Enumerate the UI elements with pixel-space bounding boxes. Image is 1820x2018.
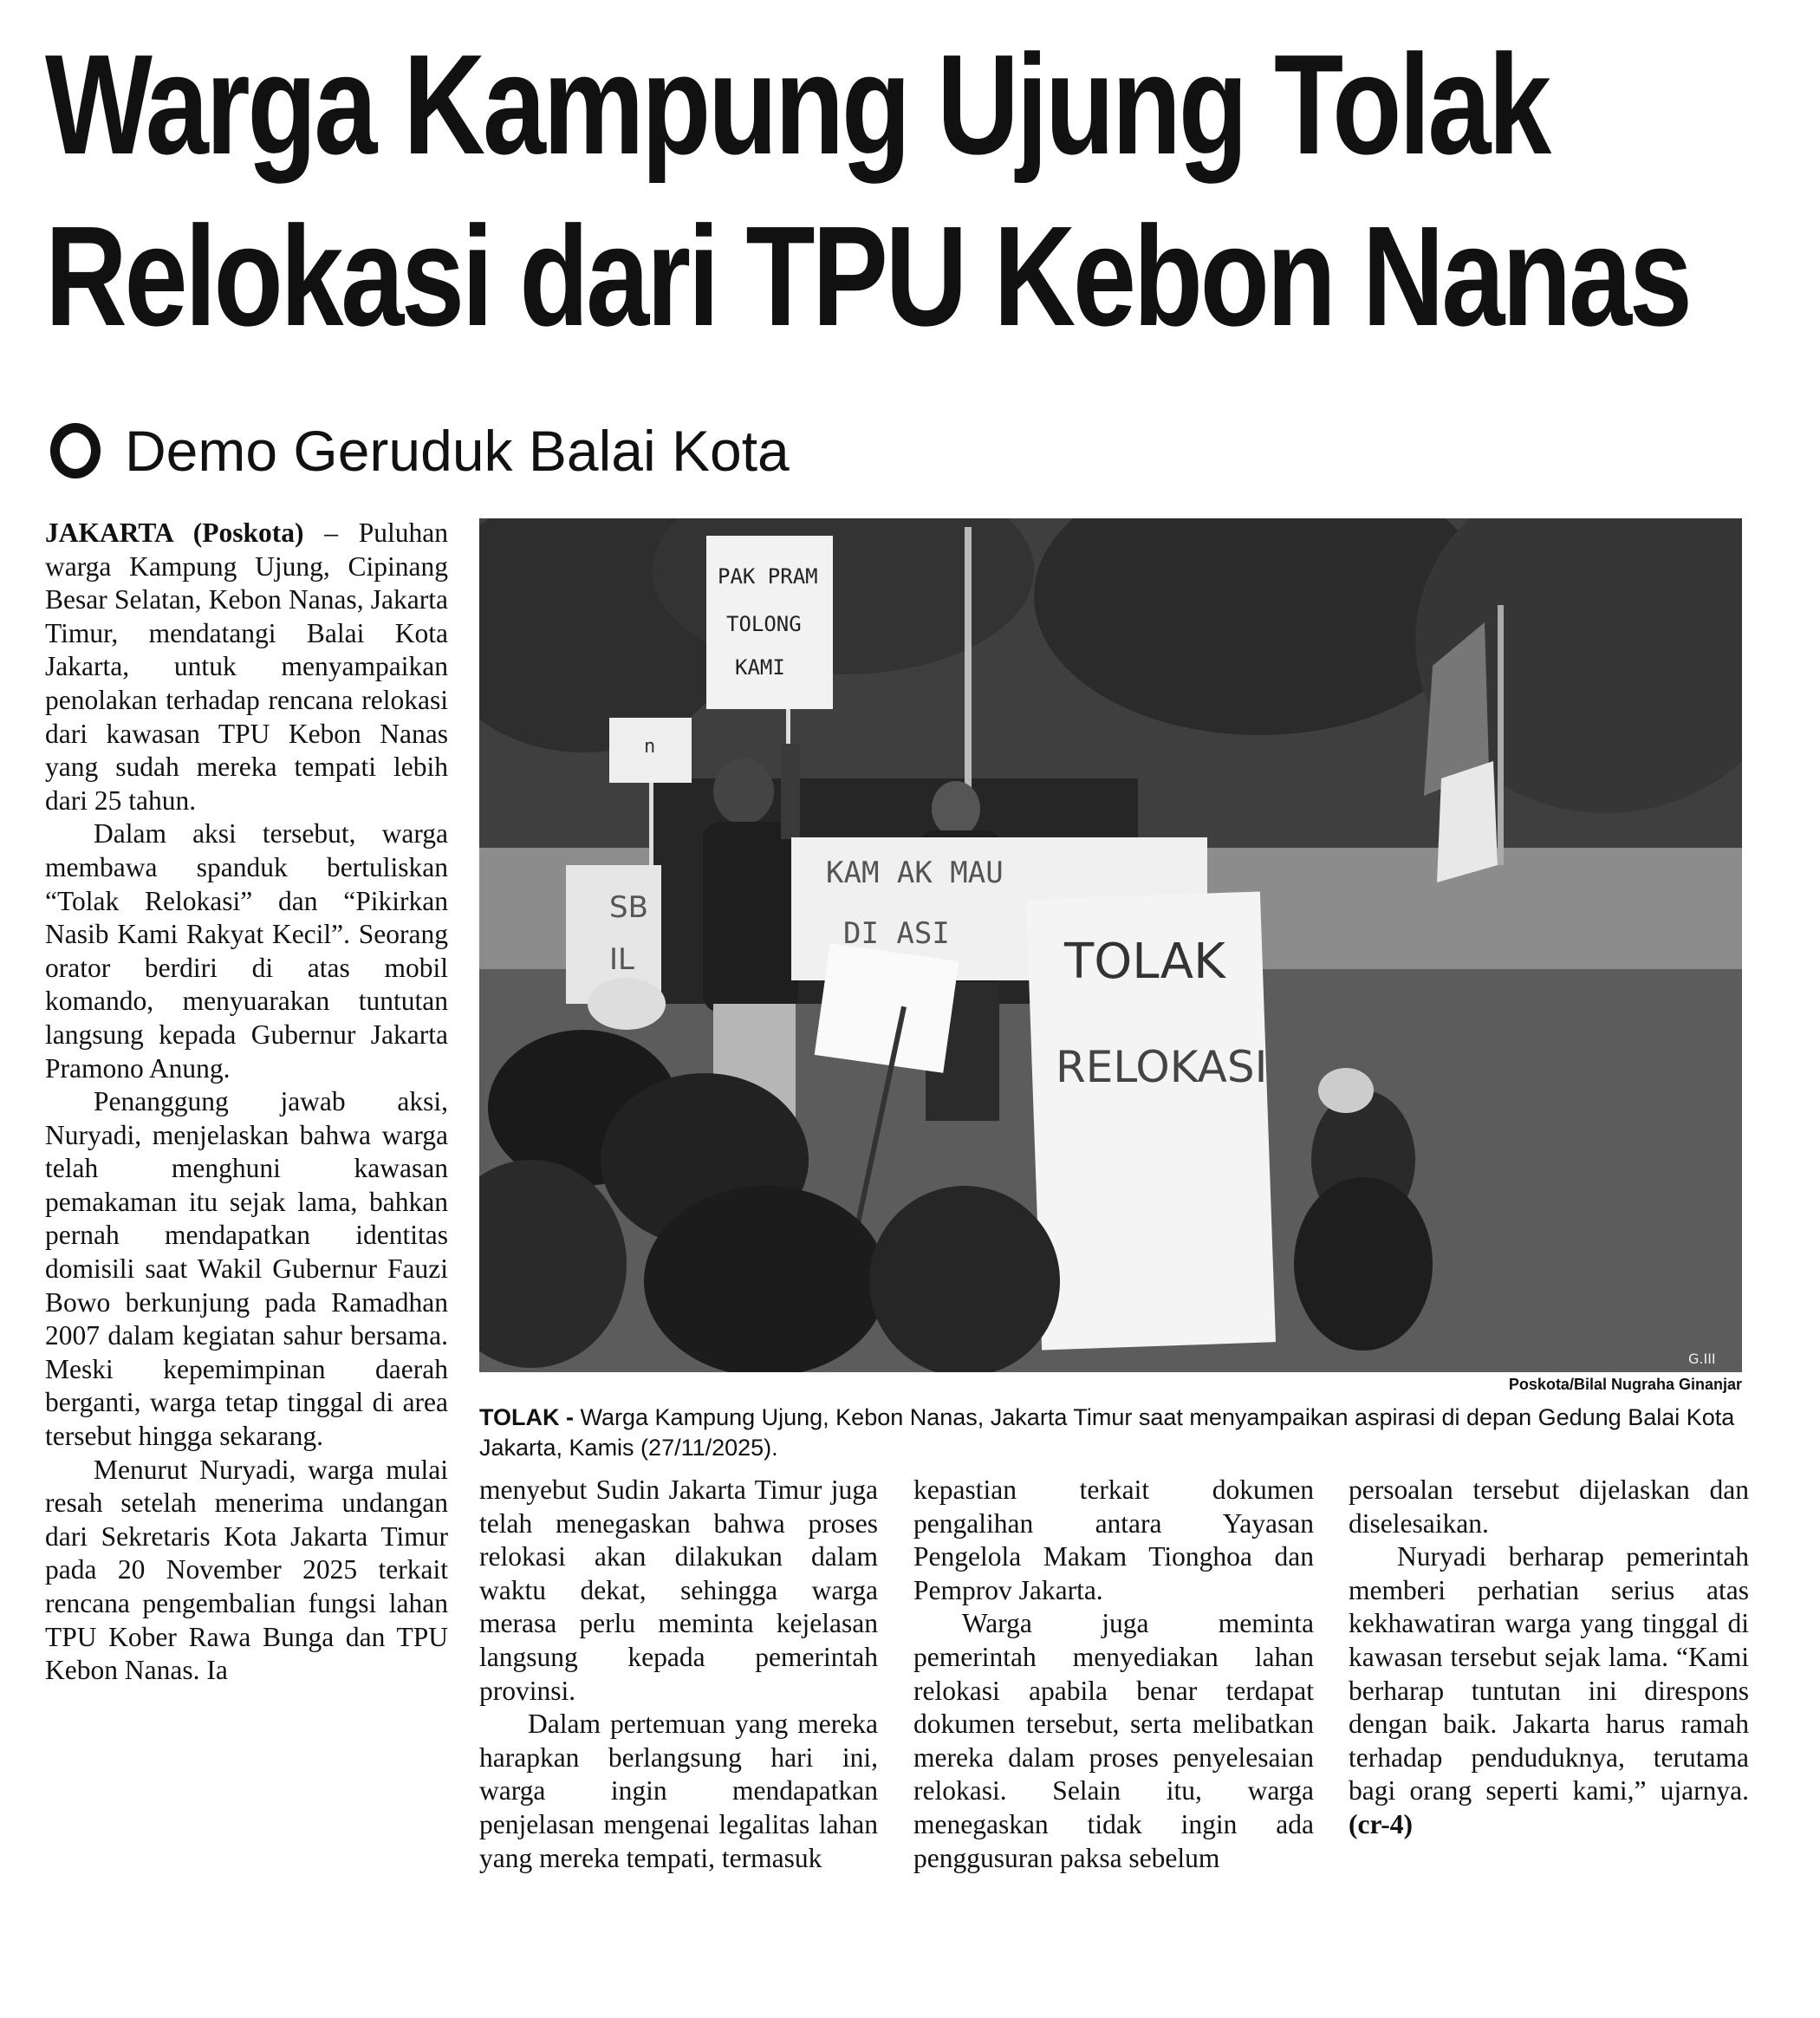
sign-text-line: TOLAK [1064, 934, 1225, 990]
article-paragraph: Penanggung jawab aksi, Nuryadi, menjelaskan bahwa warga telah menghuni kawasan pemakaman itu sejak lama, bahkan pernah mendapatkan identitas domisili saat Wakil Gubernur Fauzi Bowo berkunjung pada Ramadhan 2007 dalam kegiatan sahur bersama. Meski kepemimpinan daerah berganti, warga tetap tinggal di area tersebut hingga sekarang. [45, 1086, 448, 1452]
article-paragraph [45, 517, 448, 817]
caption-text: Warga Kampung Ujung, Kebon Nanas, Jakarta Timur saat menyampaikan aspirasi di depan Gedung Balai Kota Jakarta, Kamis (27/11/2025). [479, 1404, 1735, 1461]
article-column-2 [479, 1474, 878, 1875]
article-paragraph: Dalam pertemuan yang mereka harapkan berlangsung hari ini, warga ingin mendapatkan penjelasan mengenai legalitas lahan yang mereka tempati, termasuk [479, 1709, 878, 1873]
photo-credit: Poskota/Bilal Nugraha Ginanjar [1508, 1376, 1742, 1393]
caption-label: TOLAK - [479, 1404, 574, 1430]
news-photo [479, 518, 1742, 1372]
headline-line-1: Warga Kampung Ujung Tolak [45, 25, 1549, 184]
article-column-3 [913, 1474, 1314, 1875]
sign-text-line: IL [609, 942, 634, 977]
sign-text-line: PAK PRAM [718, 564, 818, 589]
sign-tolak-relokasi [1026, 891, 1276, 1350]
article-paragraph: menyebut Sudin Jakarta Timur juga telah menegaskan bahwa proses relokasi akan dilakukan dalam waktu dekat, sehingga warga merasa perlu meminta kejelasan langsung kepada pemerintah provinsi. [479, 1474, 878, 1706]
ring-bullet-icon [50, 423, 101, 478]
sign-text-line: KAM AK MAU [826, 856, 1004, 890]
sign-text-line: n [644, 736, 656, 758]
headline [45, 19, 1690, 362]
photo-caption [479, 1403, 1742, 1463]
headline-line-2: Relokasi dari TPU Kebon Nanas [45, 197, 1690, 355]
sign-text-line: SB [609, 890, 648, 925]
dateline: JAKARTA (Poskota) [45, 518, 304, 548]
sign-text-line: KAMI [735, 655, 785, 680]
article-paragraph: kepastian terkait dokumen pengalihan antara Yayasan Pengelola Makam Tionghoa dan Pemprov Jakarta. [913, 1474, 1314, 1605]
article-paragraph: persoalan tersebut dijelaskan dan diselesaikan. [1349, 1474, 1749, 1539]
paragraph-text: – Puluhan warga Kampung Ujung, Cipinang Besar Selatan, Kebon Nanas, Jakarta Timur, mendatangi Balai Kota Jakarta, untuk menyampaikan penolakan terhadap rencana relokasi dari kawasan TPU Kebon Nanas yang sudah mereka tempati lebih dari 25 tahun. [45, 518, 449, 816]
article-column-1 [45, 517, 448, 1688]
article-paragraph: Menurut Nuryadi, warga mulai resah setelah menerima undangan dari Sekretaris Kota Jakarta Timur pada 20 November 2025 terkait rencana pengembalian fungsi lahan TPU Kober Rawa Bunga dan TPU Kebon Nanas. Ia [45, 1454, 448, 1686]
article-paragraph: Warga juga meminta pemerintah menyediakan lahan relokasi apabila benar terdapat dokumen tersebut, serta melibatkan mereka dalam proses penyelesaian relokasi. Selain itu, warga menegaskan tidak ingin ada penggusuran paksa sebelum [913, 1608, 1314, 1873]
paragraph-text: Nuryadi berharap pemerintah memberi perhatian serius atas kekhawatiran warga yang tinggal di kawasan tersebut sejak lama. “Kami berharap tuntutan ini direspons dengan baik. Jakarta harus ramah terhadap penduduknya, terutama bagi orang seperti kami,” ujarnya. [1349, 1541, 1749, 1806]
sign-text-line: RELOKASI [1056, 1042, 1268, 1092]
subheadline-text: Demo Geruduk Balai Kota [125, 419, 790, 483]
article-column-4 [1349, 1474, 1749, 1842]
article-paragraph: Dalam aksi tersebut, warga membawa spanduk bertuliskan “Tolak Relokasi” dan “Pikirkan Nasib Kami Rakyat Kecil”. Seorang orator berdiri di atas mobil komando, menyuarakan tuntutan langsung kepada Gubernur Jakarta Pramono Anung. [45, 818, 448, 1084]
photo-mark: G.III [1688, 1351, 1716, 1367]
author-signoff: (cr-4) [1349, 1808, 1414, 1839]
article-paragraph [1349, 1540, 1749, 1841]
sign-text-line: TOLONG [726, 612, 802, 636]
protest-photo [479, 518, 1742, 1372]
sign-text-line: DI ASI [843, 916, 950, 951]
subheadline [50, 407, 790, 494]
